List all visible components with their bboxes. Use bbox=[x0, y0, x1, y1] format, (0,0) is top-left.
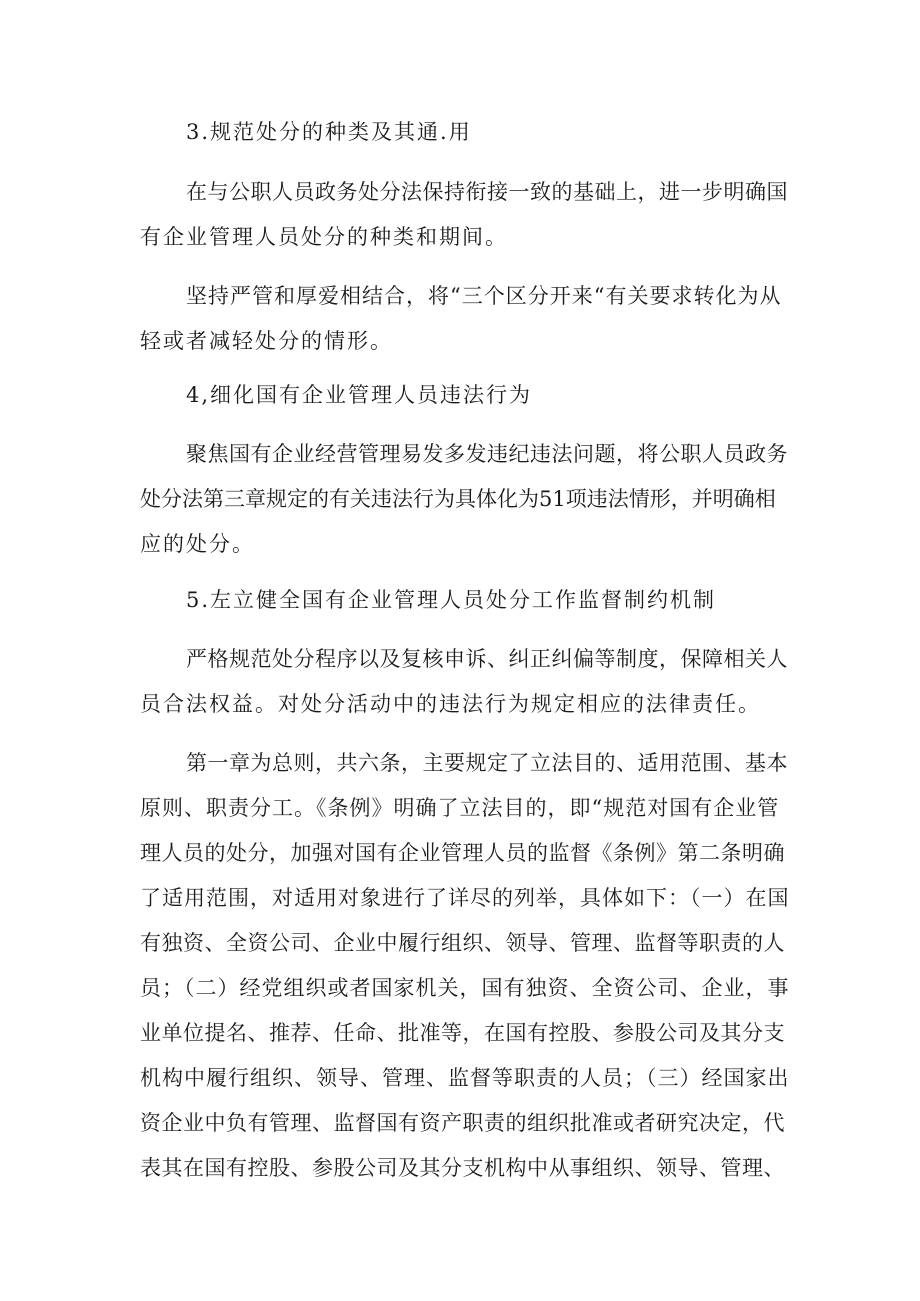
paragraph-line: 表其在国有控股、参股公司及其分支机构中从事组织、领导、管理、 bbox=[140, 1156, 785, 1180]
paragraph-line: 坚持严管和厚爱相结合，将“三个区分开来“有关要求转化为从 bbox=[186, 284, 782, 308]
paragraph-line: 处分法第三章规定的有关违法行为具体化为51项违法情形，并明确相 bbox=[140, 487, 776, 511]
paragraph-line: 业单位提名、推荐、任命、批准等，在国有控股、参股公司及其分支 bbox=[140, 1021, 785, 1045]
section-heading-4: 4,细化国有企业管理人员违法行为 bbox=[186, 383, 533, 407]
paragraph-line: 机构中履行组织、领导、管理、监督等职责的人员；（三）经国家出 bbox=[140, 1066, 790, 1090]
paragraph-line: 第一章为总则，共六条，主要规定了立法目的、适用范围、基本 bbox=[186, 751, 788, 775]
paragraph-line: 应的处分。 bbox=[140, 532, 255, 556]
paragraph-line: 聚焦国有企业经营管理易发多发违纪违法问题，将公职人员政务 bbox=[186, 442, 788, 466]
paragraph-line: 员合法权益。对处分活动中的违法行为规定相应的法律责任。 bbox=[140, 692, 761, 716]
paragraph-line: 员；（二）经党组织或者国家机关，国有独资、全资公司、企业，事 bbox=[140, 976, 790, 1000]
paragraph-line: 严格规范处分程序以及复核申诉、纠正纠偏等制度，保障相关人 bbox=[186, 647, 788, 671]
section-heading-3: 3.规范处分的种类及其通.用 bbox=[186, 120, 472, 144]
paragraph-line: 了适用范围，对适用对象进行了详尽的列举，具体如下：（一）在国 bbox=[140, 886, 790, 910]
paragraph-line: 有企业管理人员处分的种类和期间。 bbox=[140, 225, 508, 249]
paragraph-line: 理人员的处分，加强对国有企业管理人员的监督《条例》第二条明确 bbox=[140, 841, 785, 865]
paragraph-line: 在与公职人员政务处分法保持衔接一致的基础上，进一步明确国 bbox=[186, 180, 788, 204]
section-heading-5: 5.左立健全国有企业管理人员处分工作监督制约机制 bbox=[186, 588, 717, 612]
paragraph-line: 有独资、全资公司、企业中履行组织、领导、管理、监督等职责的人 bbox=[140, 931, 785, 955]
paragraph-line: 轻或者减轻处分的情形。 bbox=[140, 329, 393, 353]
paragraph-line: 原则、职责分工。《条例》明确了立法目的，即“规范对国有企业管 bbox=[140, 796, 780, 820]
paragraph-line: 资企业中负有管理、监督国有资产职责的组织批准或者研究决定，代 bbox=[140, 1111, 785, 1135]
